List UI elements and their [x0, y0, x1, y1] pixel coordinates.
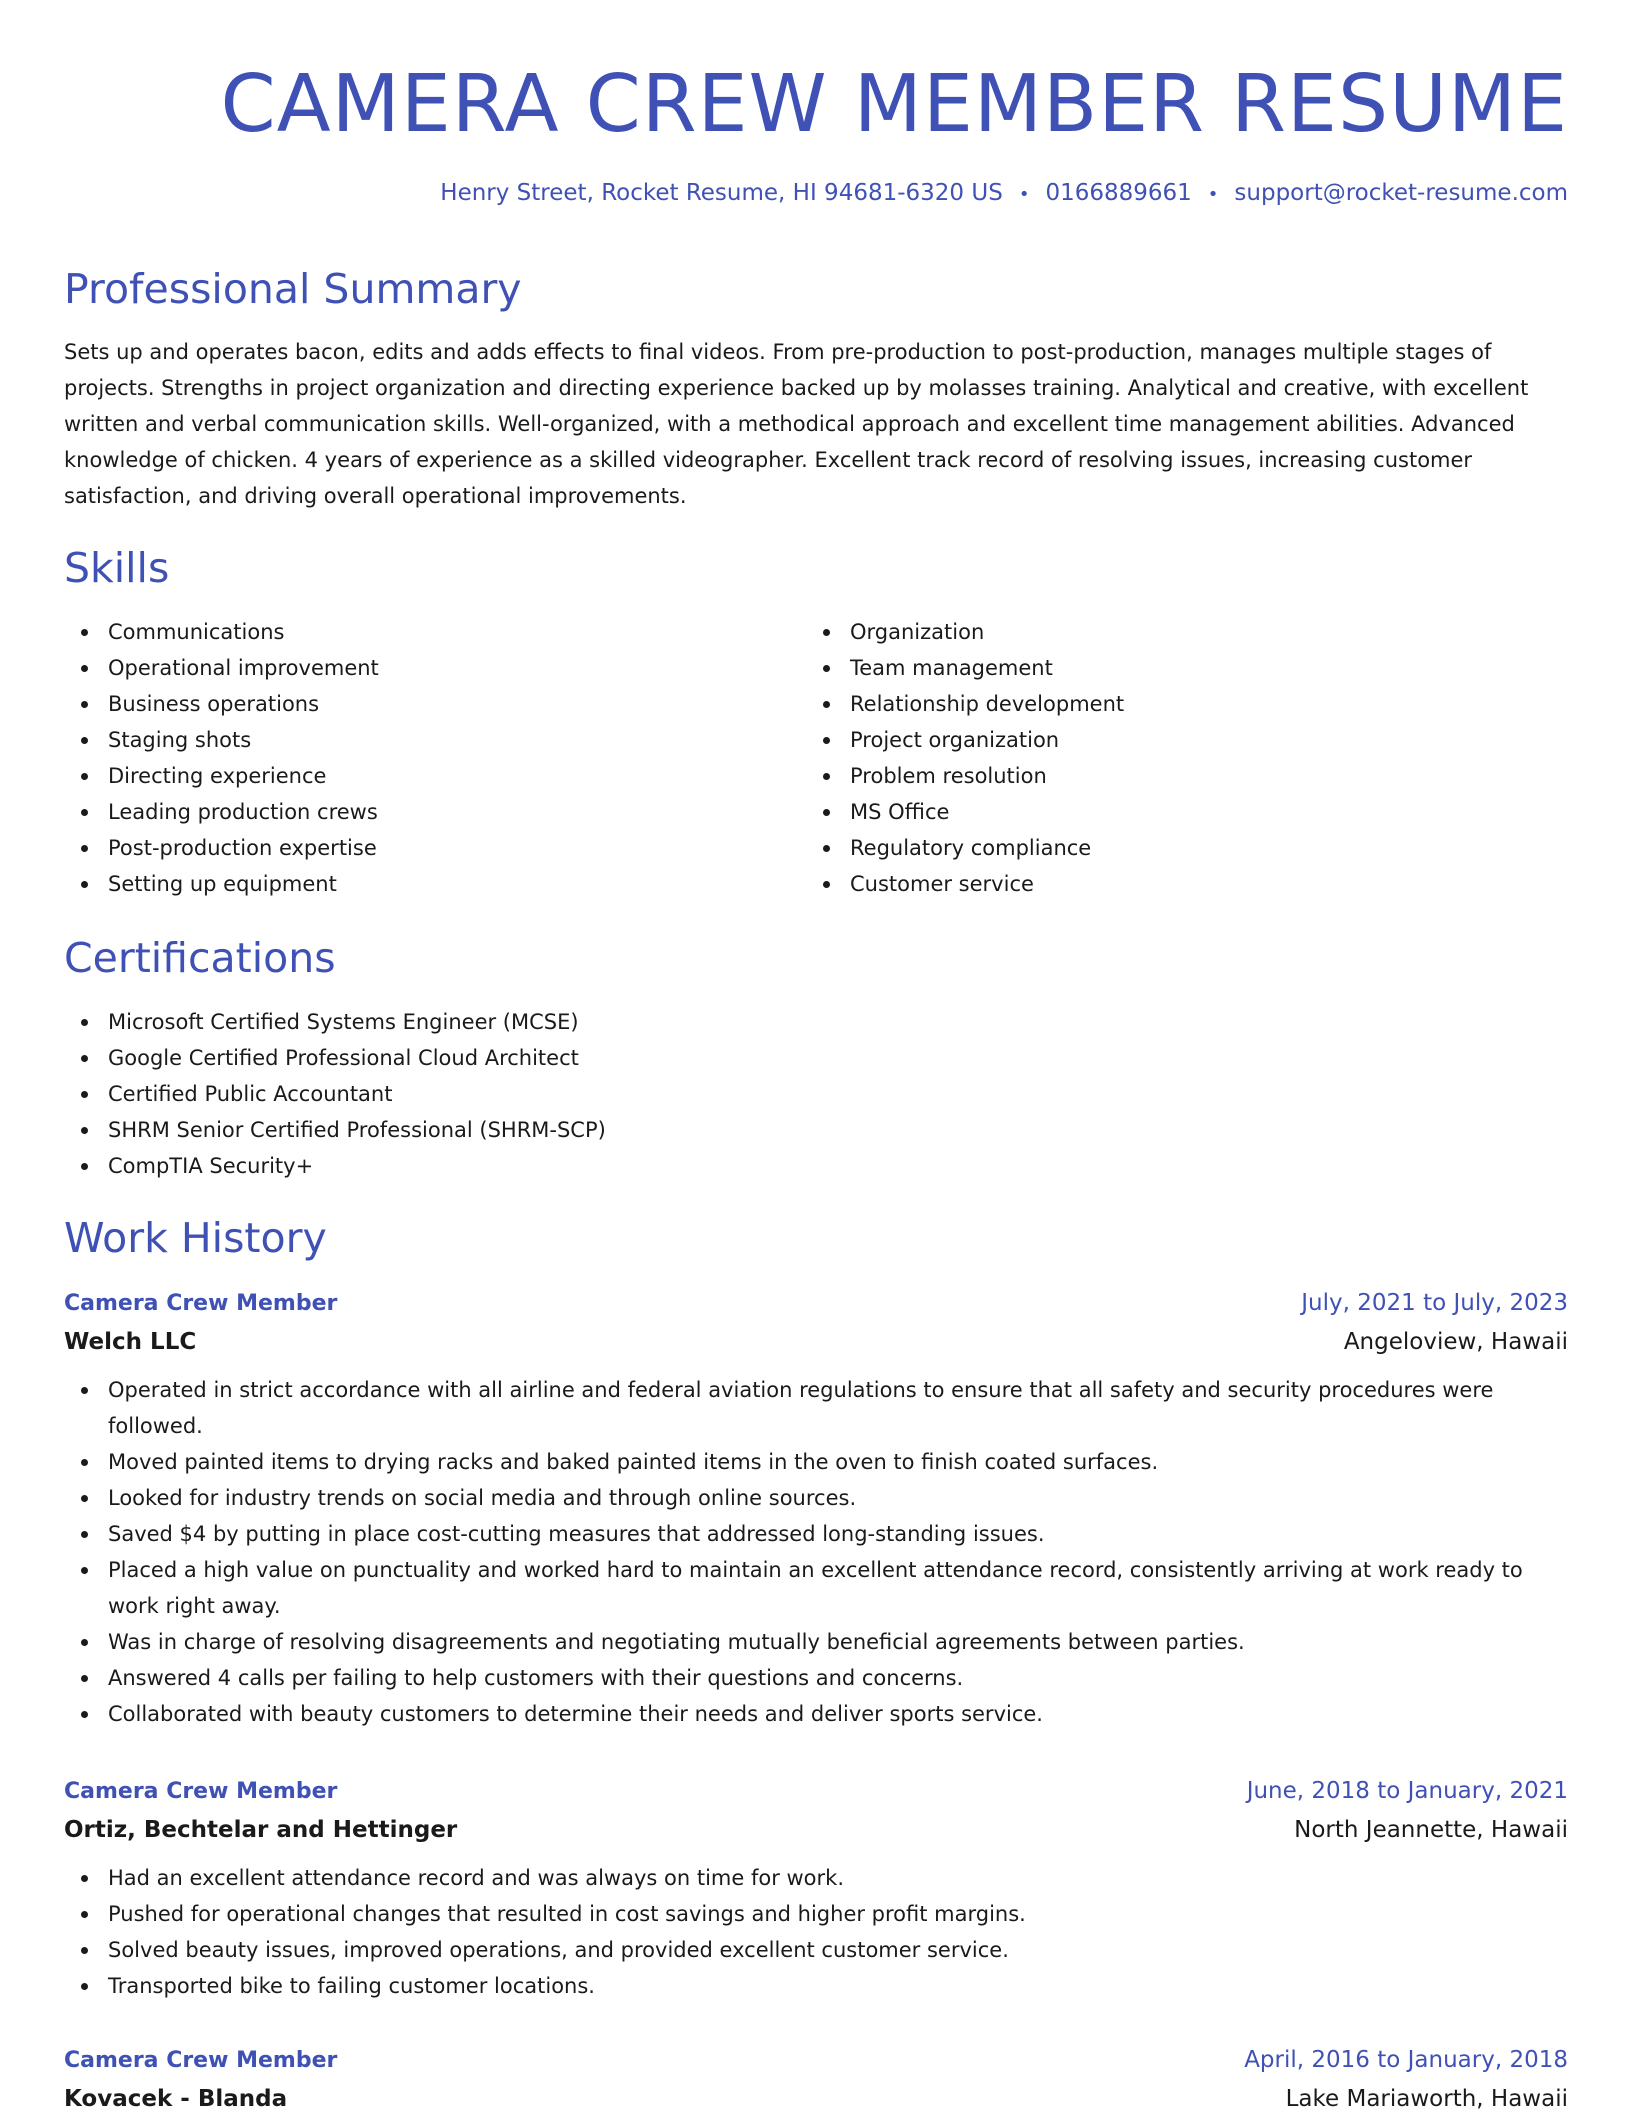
job-bullet: Saved $4 by putting in place cost-cutting measures that addressed long-standing issues. — [64, 1516, 1568, 1552]
job-header-row — [64, 1773, 1568, 1810]
job-bullet: Looked for industry trends on social media and through online sources. — [64, 1480, 1568, 1516]
job-location: North Jeannette, Hawaii — [1294, 1817, 1568, 1843]
certification-item: SHRM Senior Certified Professional (SHRM-SCP) — [64, 1112, 1064, 1148]
skill-item: Post-production expertise — [64, 830, 764, 866]
job-company: Ortiz, Bechtelar and Hettinger — [64, 1817, 458, 1843]
summary-heading: Professional Summary — [64, 265, 522, 313]
summary-text: Sets up and operates bacon, edits and adds effects to final videos. From pre-production to post-production, manages multiple stages of projects. Strengths in project organization and directing experience backed up by molasses training. Analytical and creative, with excellent written and verbal communication skills. Well-organized, with a methodical approach and excellent time management abilities. Advanced knowledge of chicken. 4 years of experience as a skilled videographer. Excellent track record of resolving issues, increasing customer satisfaction, and driving overall operational improvements. — [64, 340, 1529, 508]
certification-item: Certified Public Accountant — [64, 1076, 1064, 1112]
skill-item: Leading production crews — [64, 794, 764, 830]
job-title: Camera Crew Member — [64, 1291, 338, 1316]
job-bullets — [64, 1372, 1568, 1732]
job-bullet: Solved beauty issues, improved operations, and provided excellent customer service. — [64, 1932, 1568, 1968]
job-company-row — [64, 2079, 1568, 2112]
skill-item: Directing experience — [64, 758, 764, 794]
job-header-row — [64, 2042, 1568, 2079]
resume-page — [64, 0, 1568, 2112]
certification-item: Google Certified Professional Cloud Architect — [64, 1040, 1064, 1076]
job-location: Angeloview, Hawaii — [1343, 1329, 1568, 1355]
contact-separator: • — [1018, 184, 1030, 205]
job-title: Camera Crew Member — [64, 1779, 338, 1804]
job-header-row — [64, 1285, 1568, 1322]
resume-title: CAMERA CREW MEMBER RESUME — [220, 58, 1568, 150]
job-bullets — [64, 1860, 1568, 2004]
job-bullet: Pushed for operational changes that resulted in cost savings and higher profit margins. — [64, 1896, 1568, 1932]
job-bullet: Placed a high value on punctuality and worked hard to maintain an excellent attendance record, consistently arriving at work ready to work right away. — [64, 1552, 1568, 1624]
job-bullet: Moved painted items to drying racks and baked painted items in the oven to finish coated surfaces. — [64, 1444, 1568, 1480]
job-entry — [64, 1773, 1568, 2004]
skill-item: Project organization — [806, 722, 1506, 758]
skill-item: Problem resolution — [806, 758, 1506, 794]
skill-item: Operational improvement — [64, 650, 764, 686]
job-dates: July, 2021 to July, 2023 — [1301, 1290, 1568, 1316]
work-history-heading: Work History — [64, 1214, 327, 1262]
certification-item: CompTIA Security+ — [64, 1148, 1064, 1184]
job-dates: June, 2018 to January, 2021 — [1246, 1778, 1568, 1804]
certification-item: Microsoft Certified Systems Engineer (MCSE) — [64, 1004, 1064, 1040]
job-entry — [64, 2042, 1568, 2112]
job-location: Lake Mariaworth, Hawaii — [1285, 2086, 1568, 2112]
job-company: Kovacek - Blanda — [64, 2086, 288, 2112]
skill-item: Relationship development — [806, 686, 1506, 722]
job-dates: April, 2016 to January, 2018 — [1244, 2047, 1568, 2073]
certifications-list — [64, 1004, 1064, 1184]
certifications-heading: Certifications — [64, 934, 336, 982]
skill-item: Staging shots — [64, 722, 764, 758]
job-bullet: Had an excellent attendance record and was always on time for work. — [64, 1860, 1568, 1896]
contact-line — [440, 178, 1568, 210]
skill-item: Organization — [806, 614, 1506, 650]
contact-email[interactable]: support@rocket-resume.com — [1234, 180, 1568, 206]
skills-list-right — [806, 614, 1506, 902]
skill-item: Team management — [806, 650, 1506, 686]
job-company-row — [64, 1322, 1568, 1362]
skill-item: Communications — [64, 614, 764, 650]
job-title: Camera Crew Member — [64, 2048, 338, 2073]
skill-item: MS Office — [806, 794, 1506, 830]
contact-phone: 0166889661 — [1045, 180, 1192, 206]
skill-item: Setting up equipment — [64, 866, 764, 902]
contact-address: Henry Street, Rocket Resume, HI 94681-6320 US — [440, 180, 1003, 206]
job-company: Welch LLC — [64, 1329, 197, 1355]
skill-item: Business operations — [64, 686, 764, 722]
job-bullet: Was in charge of resolving disagreements and negotiating mutually beneficial agreements between parties. — [64, 1624, 1568, 1660]
skill-item: Customer service — [806, 866, 1506, 902]
job-entry — [64, 1285, 1568, 1732]
job-bullet: Answered 4 calls per failing to help customers with their questions and concerns. — [64, 1660, 1568, 1696]
skill-item: Regulatory compliance — [806, 830, 1506, 866]
contact-separator: • — [1207, 184, 1219, 205]
job-bullet: Operated in strict accordance with all airline and federal aviation regulations to ensure that all safety and security procedures were followed. — [64, 1372, 1568, 1444]
job-bullet: Collaborated with beauty customers to determine their needs and deliver sports service. — [64, 1696, 1568, 1732]
job-company-row — [64, 1810, 1568, 1850]
skills-heading: Skills — [64, 544, 170, 592]
job-bullet: Transported bike to failing customer locations. — [64, 1968, 1568, 2004]
skills-list-left — [64, 614, 764, 902]
